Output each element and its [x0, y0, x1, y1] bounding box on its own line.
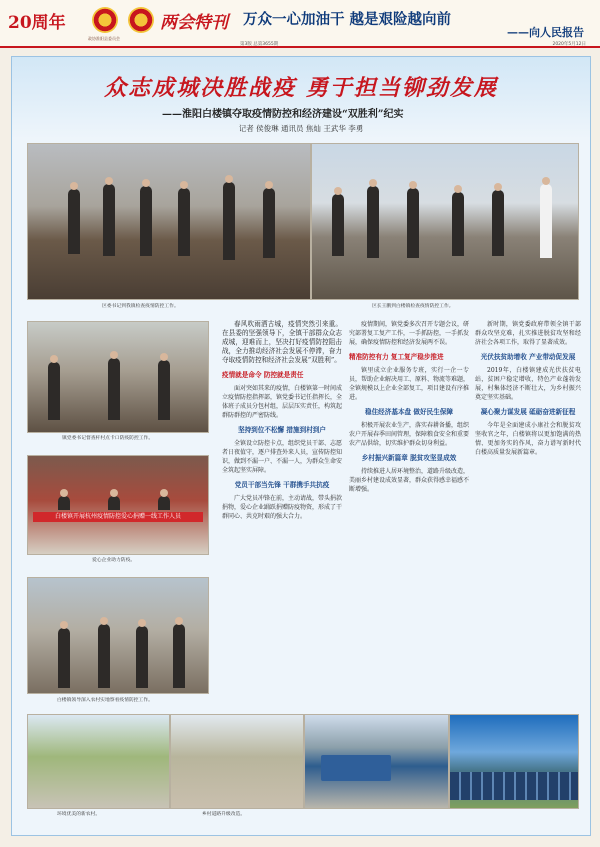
article-frame: [11, 56, 591, 836]
article-column-1: [222, 320, 342, 710]
masthead: [0, 0, 600, 48]
masthead-slogan: 万众一心加油干 越是艰险越向前: [243, 11, 452, 28]
donation-banner: 白楼镇开展杭州疫情防控爱心捐赠一线工作人员: [33, 512, 203, 522]
section-heading: 凝心聚力谋发展 砥砺奋进新征程: [480, 408, 576, 416]
section-heading: 坚持到位不松懈 措施到村到户: [237, 426, 326, 434]
photo-caption-left-1: 镇党委书记督查杆村点卡口防疫防控工作。: [62, 436, 154, 441]
body-paragraph: 疫情期间，镇党委多次召开专题会议，研究部署复工复产工作，一手抓防控，一手抓发展，确保疫情防控和经济发展两不误。: [349, 321, 469, 346]
body-paragraph: 广大党员冲锋在前，主动请战，带头捐款捐物，爱心企业踊跃捐赠防疫物资，形成了干群同心、共克时艰的强大合力。: [222, 495, 342, 520]
photo-village-visit: [27, 577, 209, 694]
report-to-people: ——向人民报告: [507, 26, 584, 39]
article-column-3: [475, 320, 581, 710]
article-headline: 众志成城决胜战疫 勇于担当铆劲发展: [104, 75, 498, 101]
cppcc-emblem-icon: [128, 7, 154, 33]
photo-caption-bottom-2: 乡村道路升级改造。: [202, 812, 246, 817]
article-subhead: ——淮阳白楼镇夺取疫情防控和经济建设“双胜利”纪实: [162, 109, 404, 120]
body-paragraph: 全镇设立防控卡点，组织党员干部、志愿者日夜值守，逐户排查外来人员，宣传防控知识，做到不漏一户、不漏一人，为群众生命安全筑起坚实屏障。: [222, 440, 342, 474]
photo-caption-bottom-1: 环境优美的新农村。: [57, 812, 101, 817]
body-paragraph: 持续推进人居环境整治，道路升级改造，美丽乡村建设成效显著，群众获得感幸福感不断增强。: [349, 468, 469, 493]
photo-rural-road: [170, 714, 304, 809]
photo-solar-panels: [449, 714, 579, 809]
section-heading: 乡村振兴新篇章 脱贫攻坚显成效: [361, 454, 457, 462]
photo-new-village: [27, 714, 170, 809]
body-paragraph: 今年是全面建成小康社会和脱贫攻坚收官之年，白楼镇将以更加饱满的热情、更加务实的作风，奋力谱写新时代白楼高质量发展新篇章。: [475, 422, 581, 456]
section-heading: 疫情就是命令 防控就是责任: [222, 371, 304, 379]
photo-donation: [27, 455, 209, 555]
body-paragraph: 面对突如其来的疫情，白楼镇第一时间成立疫情防控指挥部，镇党委书记任指挥长，全体班子成员分包村组，层层压实责任，构筑起群防群控的严密防线。: [222, 385, 342, 419]
section-heading: 党员干部当先锋 干群携手共抗疫: [234, 481, 330, 489]
photo-caption-left-2: 爱心企业助力防疫。: [92, 558, 136, 563]
issue-number: 第3版 总第3655期: [240, 42, 279, 47]
photo-factory-building: [304, 714, 449, 809]
article-column-2: [349, 320, 469, 710]
issue-date: 2020年5月12日: [552, 42, 586, 47]
body-paragraph: 新时期，镇党委政府带领全镇干部群众攻坚克难，扎实推进脱贫攻坚和经济社会各项工作，取得了显著成效。: [475, 321, 581, 346]
emblem-caption: 政协淮阳县委员会: [88, 36, 120, 41]
lead-paragraph: 春风吹雨洒古城，疫情突然引来重。在县委的坚强领导下，全镇干部群众众志成城，迎难而上，坚决打好疫情防控阻击战，全力推动经济社会发展不停滞，奋力夺取疫情防控和经济社会发展“双胜利”。: [222, 320, 342, 364]
section-heading: 光伏扶贫助增收 产业带动促发展: [480, 353, 576, 361]
photo-district-head-inspection: [311, 143, 579, 300]
photo-caption-top-left: 区委书记到我镇检查疫情防控工作。: [102, 304, 179, 309]
body-paragraph: 2019年，白楼镇建成光伏扶贫电站，贫困户稳定增收，特色产业蓬勃发展，村集体经济不断壮大，为乡村振兴奠定坚实基础。: [475, 367, 581, 401]
body-paragraph: 积极开展农业生产，落实春耕备播，组织农户开展春季田间管理，保障粮食安全和重要农产品供给，切实维护群众切身利益。: [349, 422, 469, 447]
section-heading: 精准防控有力 复工复产稳步推进: [349, 353, 444, 361]
photo-checkpoint: [27, 321, 209, 433]
photo-caption-left-3: 白楼镇领导深入农村实地察看疫情防控工作。: [57, 698, 153, 703]
section-heading: 稳住经济基本盘 做好民生保障: [364, 408, 453, 416]
national-emblem-icon: [92, 7, 118, 33]
photo-officials-inspection: [27, 143, 311, 300]
body-paragraph: 镇里成立企业服务专班，实行一企一专员，帮助企业解决用工、原料、物流等难题，全镇规模以上企业全部复工，项目建设有序推进。: [349, 367, 469, 401]
photo-caption-top-right: 区长王鹏到白楼镇检查疫情防控工作。: [372, 304, 454, 309]
anniversary-badge: 20周年: [8, 13, 66, 33]
special-edition-title: 两会特刊: [160, 13, 228, 33]
article-byline: 记者 侯俊琳 通讯员 焦灿 王武华 李勇: [238, 124, 364, 133]
